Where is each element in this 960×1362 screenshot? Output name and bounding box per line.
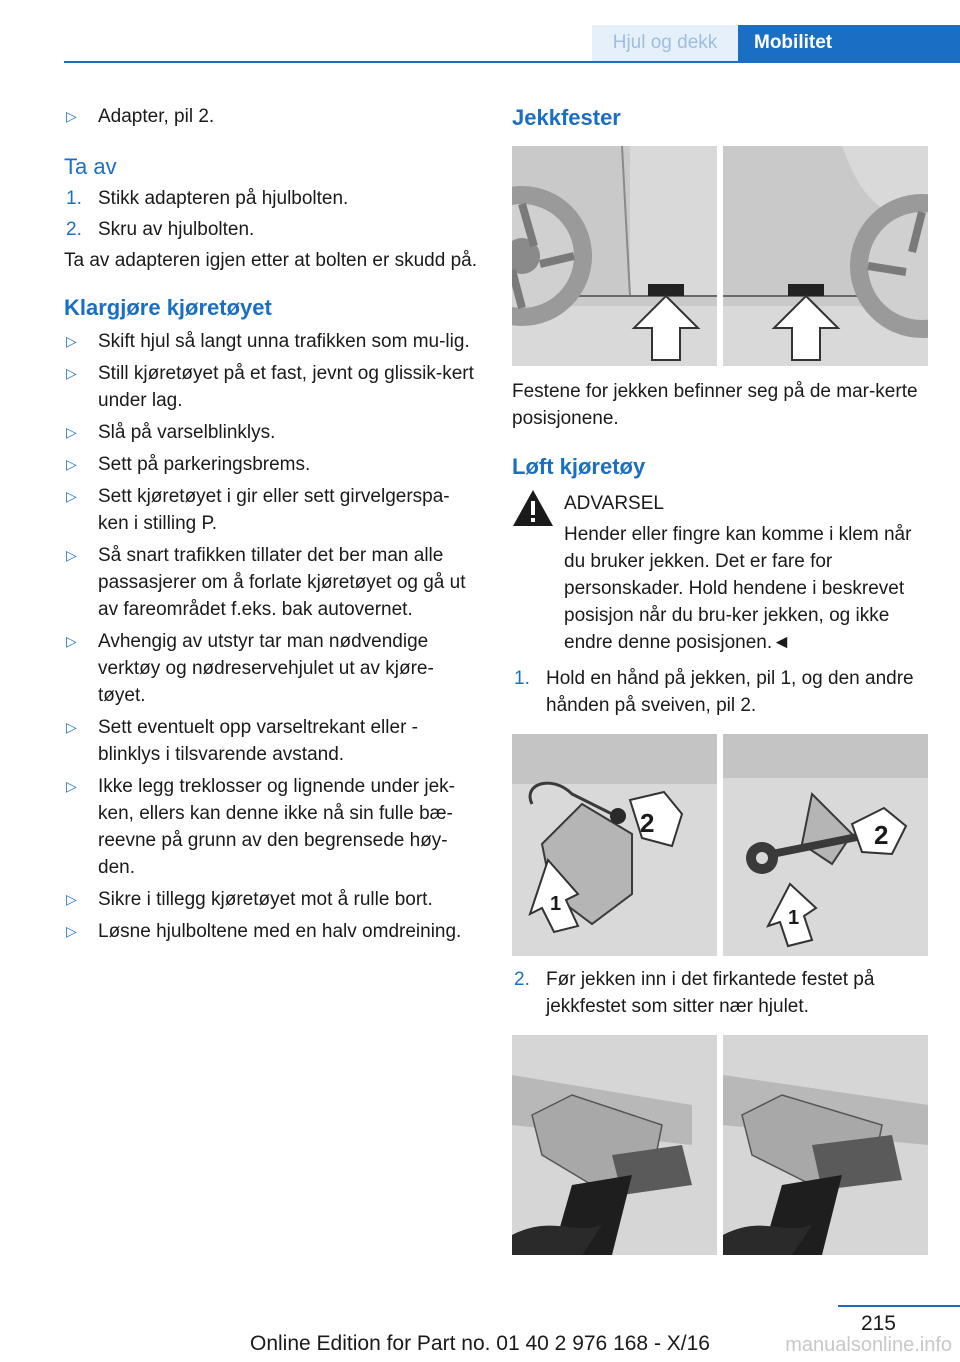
list-item-text: Still kjøretøyet på et fast, jevnt og glissik-kert under lag. — [98, 363, 474, 411]
warning-triangle-icon — [512, 489, 554, 527]
jack-socket-figure — [512, 1035, 928, 1255]
header-rule — [64, 61, 960, 63]
arrow-2-label: 2 — [640, 808, 655, 838]
step-number: 2. — [66, 219, 82, 240]
footer-rule — [838, 1305, 960, 1307]
triangle-bullet-icon: ▷ — [66, 424, 77, 440]
header-section-label: Hjul og dekk — [612, 32, 718, 53]
triangle-bullet-icon: ▷ — [66, 891, 77, 907]
list-item — [64, 628, 480, 709]
remove-heading: Ta av — [64, 154, 117, 179]
list-item-text: Slå på varselblinklys. — [98, 422, 276, 443]
triangle-bullet-icon: ▷ — [66, 333, 77, 349]
list-item — [64, 918, 480, 945]
list-item — [64, 483, 480, 537]
triangle-bullet-icon: ▷ — [66, 719, 77, 735]
list-item — [64, 216, 480, 243]
triangle-bullet-icon: ▷ — [66, 923, 77, 939]
list-item — [64, 542, 480, 623]
list-item-text: Løsne hjulboltene med en halv omdreining. — [98, 921, 462, 942]
list-item-text: Avhengig av utstyr tar man nødvendige verktøy og nødreservehjulet ut av kjøre-tøyet. — [98, 631, 434, 706]
list-item-text: Sett eventuelt opp varseltrekant eller -blinklys i tilsvarende avstand. — [98, 717, 419, 765]
triangle-bullet-icon: ▷ — [66, 365, 77, 381]
lift-heading: Løft kjøretøy — [512, 454, 646, 479]
triangle-bullet-icon: ▷ — [66, 633, 77, 649]
list-item — [64, 773, 480, 881]
header-chapter-label: Mobilitet — [754, 32, 833, 53]
arrow-2-label: 2 — [874, 820, 889, 850]
list-item — [64, 714, 480, 768]
jack-points-caption: Festene for jekken befinner seg på de mar-kerte posisjonene. — [512, 381, 918, 429]
jack-points-illustration — [512, 146, 928, 366]
triangle-bullet-icon: ▷ — [66, 778, 77, 794]
step-number: 1. — [514, 668, 530, 689]
list-item-text: Sikre i tillegg kjøretøyet mot å rulle bort. — [98, 889, 433, 910]
list-item — [512, 665, 928, 719]
triangle-bullet-icon: ▷ — [66, 547, 77, 563]
step-text: Skru av hjulbolten. — [98, 219, 255, 240]
list-item — [64, 419, 480, 446]
list-item — [64, 185, 480, 212]
jack-points-heading: Jekkfester — [512, 105, 621, 130]
list-item-text: Adapter, pil 2. — [98, 106, 215, 127]
list-item-text: Så snart trafikken tillater det ber man alle passasjerer om å forlate kjøretøyet og gå ut av fareområdet f.eks. bak autovernet. — [98, 545, 466, 620]
prepare-list — [64, 328, 480, 945]
list-item — [64, 328, 480, 355]
triangle-bullet-icon: ▷ — [66, 108, 77, 124]
arrow-1-label: 1 — [788, 907, 800, 929]
list-item-text: Ikke legg treklosser og lignende under jek-ken, ellers kan denne ikke nå sin fulle bæ-reevne på grunn av den begrensede høy-den. — [98, 776, 455, 878]
triangle-bullet-icon: ▷ — [66, 456, 77, 472]
page-number: 215 — [860, 1312, 896, 1335]
header-chapter-tab — [738, 25, 960, 61]
list-item — [64, 886, 480, 913]
list-item — [64, 103, 480, 130]
right-column — [512, 96, 928, 1255]
triangle-bullet-icon: ▷ — [66, 488, 77, 504]
list-item-text: Sett på parkeringsbrems. — [98, 454, 311, 475]
list-item — [64, 360, 480, 414]
step-text: Hold en hånd på jekken, pil 1, og den andre hånden på sveiven, pil 2. — [546, 668, 914, 716]
list-item-text: Skift hjul så langt unna trafikken som mu-lig. — [98, 331, 470, 352]
warning-box — [512, 487, 928, 656]
list-item — [512, 966, 928, 1020]
header-section-tab — [592, 25, 738, 61]
jack-handle-illustration — [512, 734, 928, 956]
step-number: 2. — [514, 969, 530, 990]
prepare-heading: Klargjøre kjøretøyet — [64, 295, 272, 320]
edition-note: Online Edition for Part no. 01 40 2 976 168 - X/16 — [250, 1332, 710, 1355]
jack-socket-illustration — [512, 1035, 928, 1255]
list-item-text: Sett kjøretøyet i gir eller sett girvelgerspa-ken i stilling P. — [98, 486, 450, 534]
step-text: Før jekken inn i det firkantede festet på jekkfestet som sitter nær hjulet. — [546, 969, 875, 1017]
jack-handle-figure — [512, 734, 928, 956]
warning-title: ADVARSEL — [564, 493, 664, 514]
watermark: manualsonline.info — [785, 1334, 952, 1356]
warning-text: Hender eller fingre kan komme i klem når du bruker jekken. Det er fare for personskader. Hold hendene i beskrevet posisjon når du bru-ker jekken, og ikke endre denne posisjonen.◄ — [564, 524, 912, 653]
arrow-1-label: 1 — [550, 893, 562, 915]
step-number: 1. — [66, 188, 82, 209]
remove-note: Ta av adapteren igjen etter at bolten er skudd på. — [64, 250, 477, 271]
jack-points-figure — [512, 146, 928, 366]
list-item — [64, 451, 480, 478]
left-column — [64, 96, 480, 950]
step-text: Stikk adapteren på hjulbolten. — [98, 188, 349, 209]
